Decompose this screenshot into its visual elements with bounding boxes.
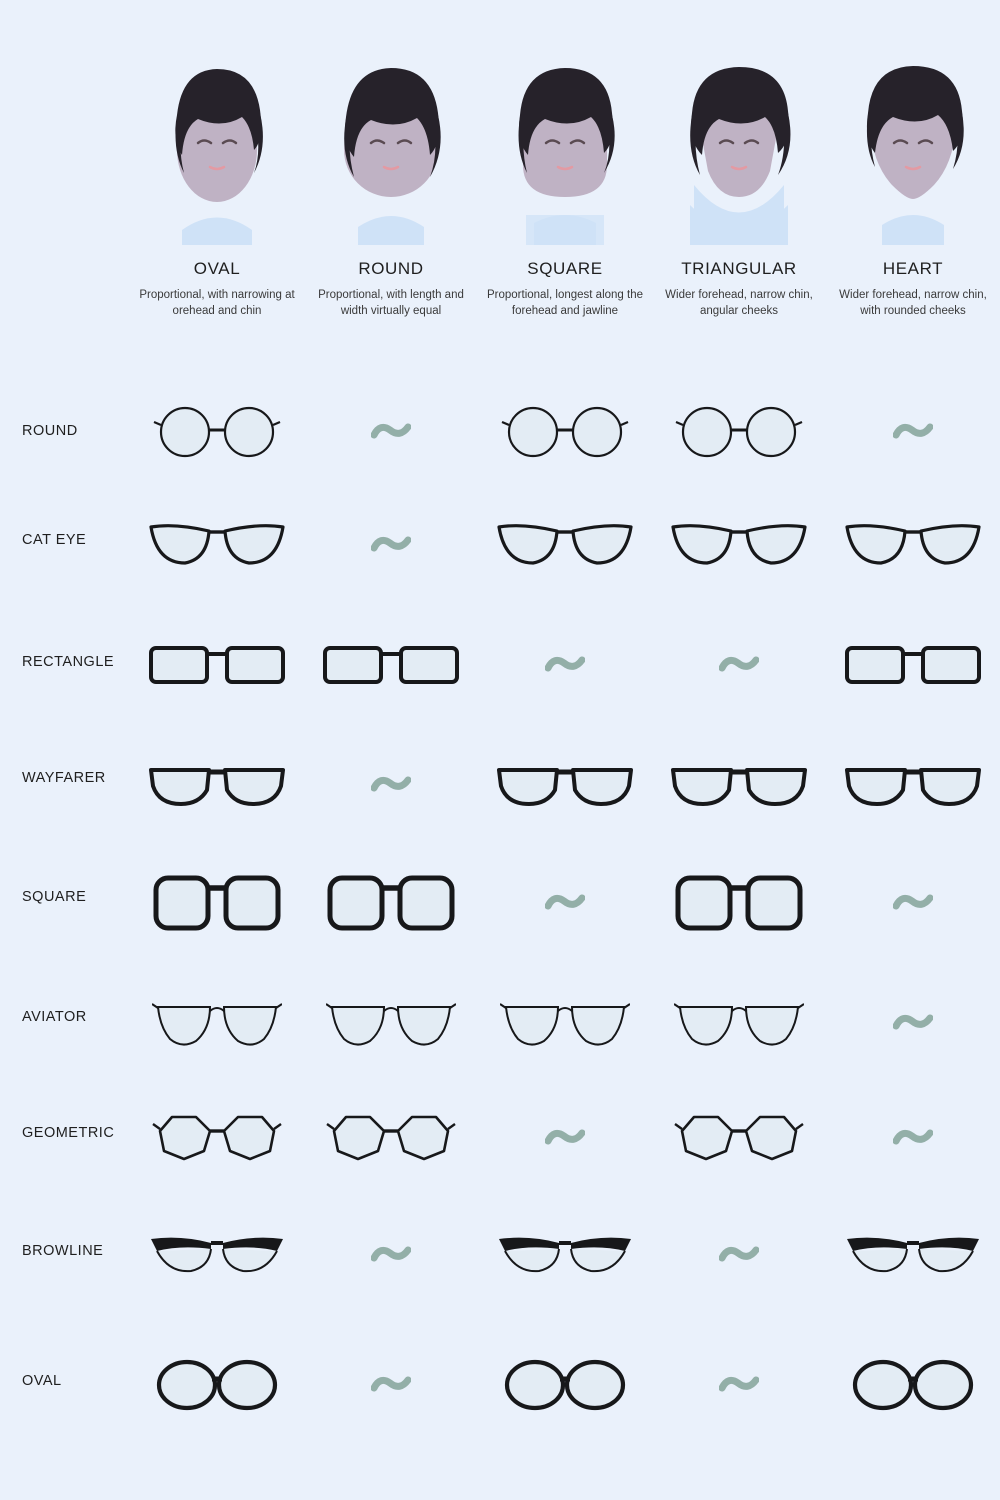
row-label-rectangle: RECTANGLE	[22, 654, 115, 670]
squiggle-icon	[545, 652, 585, 678]
glasses-wayfarer-icon	[843, 760, 983, 810]
cell-wayfarer-square	[478, 740, 652, 830]
glasses-geometric-icon	[674, 1109, 804, 1167]
face-heart-icon	[838, 55, 988, 245]
squiggle-icon	[371, 532, 411, 558]
glasses-cat-eye-icon	[843, 517, 983, 573]
glasses-geometric-icon	[326, 1109, 456, 1167]
cell-oval-heart	[826, 1340, 1000, 1430]
face-name-label: ROUND	[358, 259, 424, 278]
cell-wayfarer-oval	[130, 740, 304, 830]
glasses-cat-eye-icon	[669, 517, 809, 573]
cell-aviator-triangular	[652, 978, 826, 1068]
cell-cat-eye-square	[478, 500, 652, 590]
cell-oval-round	[304, 1340, 478, 1430]
face-shape-header	[130, 55, 1000, 319]
glasses-oval-icon	[154, 1357, 280, 1413]
cell-rectangle-oval	[130, 620, 304, 710]
cell-aviator-round	[304, 978, 478, 1068]
squiggle-icon	[545, 890, 585, 916]
face-triangular-icon	[664, 55, 814, 245]
glasses-cat-eye-icon	[147, 517, 287, 573]
cell-wayfarer-heart	[826, 740, 1000, 830]
cell-geometric-triangular	[652, 1093, 826, 1183]
row-label-oval: OVAL	[22, 1373, 62, 1389]
cell-rectangle-triangular	[652, 620, 826, 710]
face-desc-label: Proportional, with length and width virtually equal	[318, 289, 464, 317]
glasses-round-icon	[674, 402, 804, 462]
face-column-square	[478, 55, 652, 319]
face-column-triangular	[652, 55, 826, 319]
glasses-cat-eye-icon	[495, 517, 635, 573]
cell-oval-oval	[130, 1340, 304, 1430]
cell-geometric-round	[304, 1093, 478, 1183]
face-oval-icon	[142, 55, 292, 245]
cell-square-square	[478, 858, 652, 948]
squiggle-icon	[719, 1242, 759, 1268]
glasses-browline-icon	[147, 1231, 287, 1279]
squiggle-icon	[893, 890, 933, 916]
face-desc-label: Proportional, longest along the forehead and jawline	[487, 289, 643, 317]
squiggle-icon	[719, 1372, 759, 1398]
cell-wayfarer-triangular	[652, 740, 826, 830]
face-desc-label: Wider forehead, narrow chin, angular cheeks	[665, 289, 813, 317]
squiggle-icon	[371, 1242, 411, 1268]
glasses-rectangle-icon	[147, 638, 287, 692]
cell-geometric-square	[478, 1093, 652, 1183]
glasses-aviator-icon	[152, 995, 282, 1051]
row-label-aviator: AVIATOR	[22, 1009, 87, 1025]
glasses-aviator-icon	[326, 995, 456, 1051]
glasses-square-icon	[674, 872, 804, 934]
cell-rectangle-square	[478, 620, 652, 710]
face-desc-label: Wider forehead, narrow chin, with rounded cheeks	[839, 289, 987, 317]
glasses-browline-icon	[843, 1231, 983, 1279]
glasses-wayfarer-icon	[669, 760, 809, 810]
face-round-icon	[316, 55, 466, 245]
squiggle-icon	[893, 419, 933, 445]
row-label-round: ROUND	[22, 423, 78, 439]
glasses-square-icon	[152, 872, 282, 934]
face-column-oval	[130, 55, 304, 319]
cell-geometric-oval	[130, 1093, 304, 1183]
glasses-round-icon	[152, 402, 282, 462]
squiggle-icon	[371, 772, 411, 798]
face-square-icon	[490, 55, 640, 245]
cell-browline-triangular	[652, 1210, 826, 1300]
cell-round-triangular	[652, 387, 826, 477]
face-column-heart	[826, 55, 1000, 319]
glasses-oval-icon	[850, 1357, 976, 1413]
glasses-round-icon	[500, 402, 630, 462]
cell-browline-oval	[130, 1210, 304, 1300]
cell-aviator-square	[478, 978, 652, 1068]
cell-round-square	[478, 387, 652, 477]
glasses-square-icon	[326, 872, 456, 934]
cell-cat-eye-heart	[826, 500, 1000, 590]
cell-browline-round	[304, 1210, 478, 1300]
cell-round-oval	[130, 387, 304, 477]
cell-browline-heart	[826, 1210, 1000, 1300]
cell-geometric-heart	[826, 1093, 1000, 1183]
glasses-geometric-icon	[152, 1109, 282, 1167]
cell-aviator-oval	[130, 978, 304, 1068]
face-name-label: TRIANGULAR	[681, 259, 797, 278]
cell-round-round	[304, 387, 478, 477]
glasses-rectangle-icon	[843, 638, 983, 692]
face-name-label: SQUARE	[527, 259, 603, 278]
row-label-browline: BROWLINE	[22, 1243, 104, 1259]
row-label-square: SQUARE	[22, 889, 87, 905]
cell-oval-triangular	[652, 1340, 826, 1430]
glasses-wayfarer-icon	[147, 760, 287, 810]
cell-cat-eye-oval	[130, 500, 304, 590]
cell-oval-square	[478, 1340, 652, 1430]
cell-square-heart	[826, 858, 1000, 948]
cell-cat-eye-round	[304, 500, 478, 590]
face-column-round	[304, 55, 478, 319]
cell-square-triangular	[652, 858, 826, 948]
cell-square-round	[304, 858, 478, 948]
row-label-cat-eye: CAT EYE	[22, 532, 87, 548]
cell-cat-eye-triangular	[652, 500, 826, 590]
face-name-label: HEART	[882, 259, 944, 278]
squiggle-icon	[893, 1010, 933, 1036]
cell-wayfarer-round	[304, 740, 478, 830]
squiggle-icon	[371, 419, 411, 445]
glasses-aviator-icon	[500, 995, 630, 1051]
row-label-geometric: GEOMETRIC	[22, 1125, 115, 1141]
glasses-aviator-icon	[674, 995, 804, 1051]
cell-browline-square	[478, 1210, 652, 1300]
squiggle-icon	[893, 1125, 933, 1151]
cell-rectangle-heart	[826, 620, 1000, 710]
cell-aviator-heart	[826, 978, 1000, 1068]
glasses-oval-icon	[502, 1357, 628, 1413]
squiggle-icon	[371, 1372, 411, 1398]
face-desc-label: Proportional, with narrowing at orehead and chin	[139, 289, 295, 317]
glasses-rectangle-icon	[321, 638, 461, 692]
cell-round-heart	[826, 387, 1000, 477]
glasses-browline-icon	[495, 1231, 635, 1279]
squiggle-icon	[545, 1125, 585, 1151]
row-label-wayfarer: WAYFARER	[22, 770, 106, 786]
cell-square-oval	[130, 858, 304, 948]
cell-rectangle-round	[304, 620, 478, 710]
glasses-wayfarer-icon	[495, 760, 635, 810]
squiggle-icon	[719, 652, 759, 678]
face-name-label: OVAL	[193, 259, 241, 278]
